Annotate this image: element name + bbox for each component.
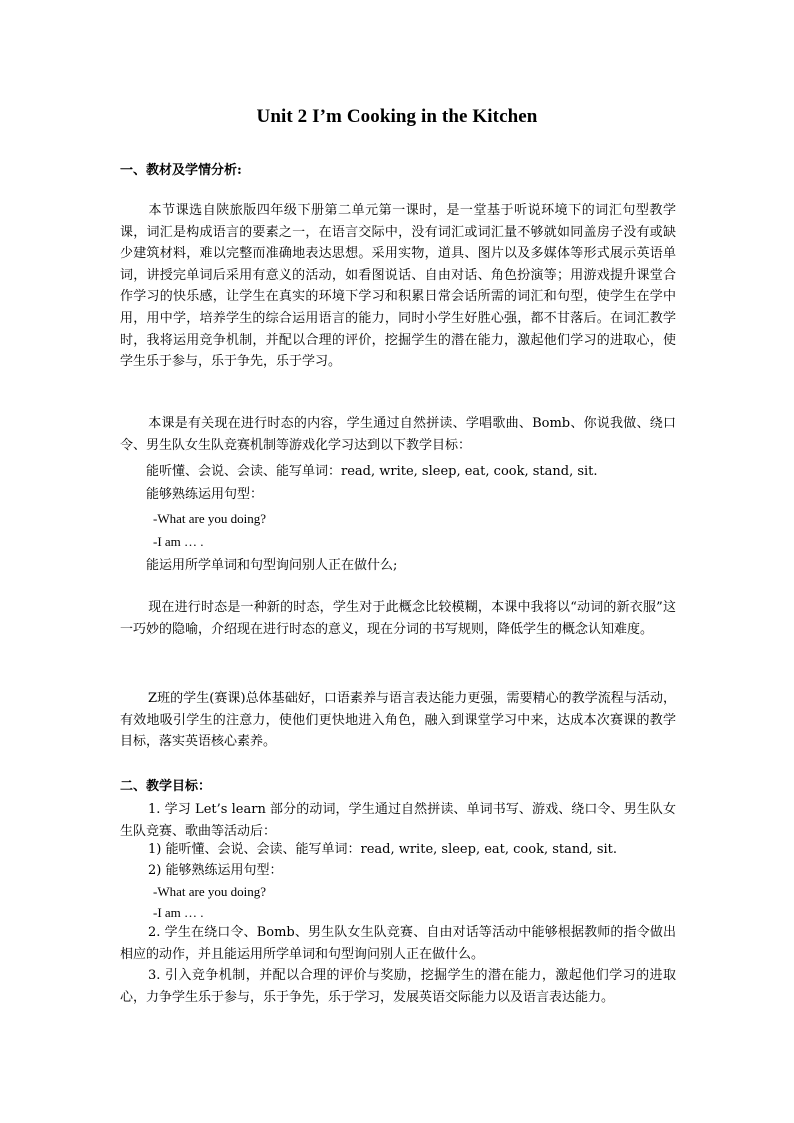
section-heading-objectives: 二、教学目标：: [120, 779, 212, 794]
objective-item-2: [120, 922, 676, 965]
goal-words-line: 能听懂、会说、会读、能写单词：read, write, sleep, eat, cook, stand, sit.: [146, 464, 598, 479]
document-title: Unit 2 I’m Cooking in the Kitchen: [256, 106, 538, 127]
analysis-paragraph-1: [120, 200, 676, 373]
objective-sub-2: 2) 能够熟练运用句型：: [148, 863, 283, 878]
analysis-paragraph-4: [120, 688, 676, 753]
section-heading-analysis: 一、教材及学情分析:: [120, 163, 242, 178]
analysis-paragraph-2-text: 本课是有关现在进行时态的内容，学生通过自然拼读、学唱歌曲、Bomb、你说我做、绕口令、男生队女生队竞赛机制等游戏化学习达到以下教学目标：: [120, 416, 676, 453]
sentence-answer: -I am … .: [153, 534, 204, 549]
analysis-paragraph-3-text: 现在进行时态是一种新的时态，学生对于此概念比较模糊，本课中我将以“动词的新衣服”这一巧妙的隐喻，介绍现在进行时态的意义，现在分词的书写规则，降低学生的概念认知难度。: [120, 600, 676, 637]
objective-item-1-text: 1. 学习 Let’s learn 部分的动词，学生通过自然拼读、单词书写、游戏、绕口令、男生队女生队竞赛、歌曲等活动后：: [120, 802, 676, 839]
objective-answer: -I am … .: [153, 905, 204, 920]
objective-item-3-text: 3. 引入竞争机制，并配以合理的评价与奖励，挖掘学生的潜在能力，激起他们学习的进取心，力争学生乐于参与，乐于争先，乐于学习，发展英语交际能力以及语言表达能力。: [120, 968, 676, 1005]
analysis-paragraph-2: [120, 413, 676, 456]
analysis-paragraph-1-text: 本节课选自陕旅版四年级下册第二单元第一课时，是一堂基于听说环境下的词汇句型教学课，词汇是构成语言的要素之一，在语言交际中，没有词汇或词汇量不够就如同盖房子没有或缺少建筑材料，难以完整而准确地表达思想。采用实物，道具、图片以及多媒体等形式展示英语单词，讲授完单词后采用有意义的活动，如看图说话、自由对话、角色扮演等；用游戏提升课堂合作学习的快乐感，让学生在真实的环境下学习和积累日常会话所需的词汇和句型，使学生在学中用，用中学，培养学生的综合运用语言的能力，同时小学生好胜心强，都不甘落后。在词汇教学时，我将运用竞争机制，并配以合理的评价，挖掘学生的潜在能力，激起他们学习的进取心，使学生乐于参与，乐于争先，乐于学习。: [120, 203, 676, 370]
analysis-paragraph-4-text: Z班的学生(赛课)总体基础好，口语素养与语言表达能力更强，需要精心的教学流程与活动，有效地吸引学生的注意力，使他们更快地进入角色，融入到课堂学习中来，达成本次赛课的教学目标，落实英语核心素养。: [120, 691, 676, 750]
sentence-question: -What are you doing?: [153, 511, 266, 526]
goal-sentence-line: 能够熟练运用句型：: [146, 487, 264, 502]
analysis-paragraph-3: [120, 597, 676, 640]
objective-question: -What are you doing?: [153, 884, 266, 899]
objective-sub-1: 1) 能听懂、会说、会读、能写单词：read, write, sleep, eat, cook, stand, sit.: [148, 842, 618, 857]
objective-item-3: [120, 965, 676, 1008]
objective-item-2-text: 2. 学生在绕口令、Bomb、男生队女生队竞赛、自由对话等活动中能够根据教师的指令做出相应的动作，并且能运用所学单词和句型询问别人正在做什么。: [120, 925, 676, 962]
goal-ask-line: 能运用所学单词和句型询问别人正在做什么;: [146, 558, 398, 573]
objective-item-1: [120, 799, 676, 842]
